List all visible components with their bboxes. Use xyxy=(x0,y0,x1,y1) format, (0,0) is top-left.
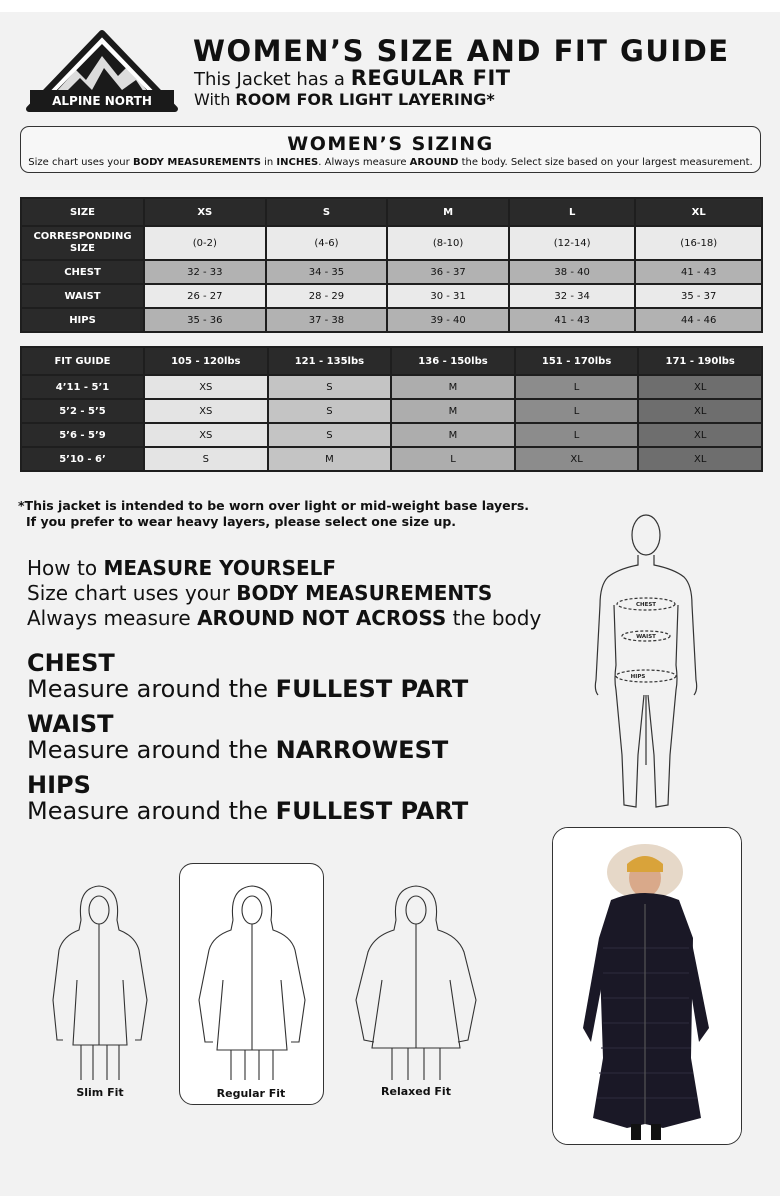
note-bold: INCHES xyxy=(276,157,319,168)
table-cell: L xyxy=(516,376,638,398)
part-desc-bold: FULLEST PART xyxy=(275,797,469,825)
part-desc xyxy=(27,676,468,702)
table-cell: (0-2) xyxy=(145,227,265,259)
note-part: . Always measure xyxy=(318,157,407,168)
slim-fit-label: Slim Fit xyxy=(76,1086,124,1099)
layering-note xyxy=(18,498,529,530)
table-row xyxy=(22,227,761,259)
table-cell: XL xyxy=(516,448,638,470)
part-desc-bold: FULLEST PART xyxy=(275,675,469,703)
part-name: HIPS xyxy=(27,771,91,799)
table-cell: (12-14) xyxy=(510,227,635,259)
measure-text: the body xyxy=(452,606,542,630)
header-cell: S xyxy=(267,199,387,225)
part-desc xyxy=(27,737,448,763)
table-cell: XS xyxy=(145,376,267,398)
header-cell: XS xyxy=(145,199,265,225)
table-cell: S xyxy=(269,400,391,422)
table-cell: 32 - 33 xyxy=(145,261,265,283)
table-cell: S xyxy=(269,424,391,446)
size-chart-table xyxy=(20,197,763,333)
header-cell: 151 - 170lbs xyxy=(516,348,638,374)
table-cell: M xyxy=(392,376,514,398)
row-label: CHEST xyxy=(22,261,143,283)
fit-subtitle xyxy=(194,66,511,90)
page-title: WOMEN’S SIZE AND FIT GUIDE xyxy=(193,34,730,68)
part-desc xyxy=(27,798,468,824)
header-cell: XL xyxy=(636,199,761,225)
table-row xyxy=(22,261,761,283)
table-cell: S xyxy=(145,448,267,470)
regular-fit-label: Regular Fit xyxy=(216,1087,286,1100)
layering-text: ROOM FOR LIGHT LAYERING* xyxy=(235,90,495,109)
header-cell: 171 - 190lbs xyxy=(639,348,761,374)
part-desc-text: Measure around the xyxy=(27,736,269,764)
table-cell: 44 - 46 xyxy=(636,309,761,331)
part-desc-bold: NARROWEST xyxy=(275,736,449,764)
table-cell: 34 - 35 xyxy=(267,261,387,283)
measure-text: How to xyxy=(27,556,98,580)
fit-guide-table xyxy=(20,346,763,472)
table-cell: M xyxy=(269,448,391,470)
table-cell: 35 - 37 xyxy=(636,285,761,307)
fit-subtitle-prefix: This Jacket has a xyxy=(194,69,345,90)
header-cell: SIZE xyxy=(22,199,143,225)
logo-text: ALPINE NORTH xyxy=(52,94,152,108)
row-label: WAIST xyxy=(22,285,143,307)
table-cell: 39 - 40 xyxy=(388,309,508,331)
table-cell: 30 - 31 xyxy=(388,285,508,307)
chest-instruction xyxy=(27,650,468,702)
row-label: 5’6 - 5’9 xyxy=(22,424,143,446)
table-cell: 35 - 36 xyxy=(145,309,265,331)
part-name: WAIST xyxy=(27,710,114,738)
measure-bold: AROUND NOT ACROSS xyxy=(197,606,447,630)
table-cell: M xyxy=(392,424,514,446)
part-name: CHEST xyxy=(27,649,115,677)
table-cell: M xyxy=(392,400,514,422)
layering-note-line: *This jacket is intended to be worn over light or mid-weight base layers. xyxy=(18,498,530,513)
hips-instruction xyxy=(27,772,468,824)
part-desc-text: Measure around the xyxy=(27,675,269,703)
table-cell: 37 - 38 xyxy=(267,309,387,331)
table-cell: XS xyxy=(145,400,267,422)
sizing-title: WOMEN’S SIZING xyxy=(287,133,494,155)
table-cell: (8-10) xyxy=(388,227,508,259)
alpine-north-logo xyxy=(26,30,178,112)
measure-bold: BODY MEASUREMENTS xyxy=(236,581,493,605)
note-bold: AROUND xyxy=(409,157,459,168)
table-row xyxy=(22,448,761,470)
product-photo xyxy=(553,828,742,1145)
measure-line xyxy=(27,606,541,631)
row-label: 5’10 - 6’ xyxy=(22,448,143,470)
table-cell: S xyxy=(269,376,391,398)
table-cell: 41 - 43 xyxy=(510,309,635,331)
slim-fit-sketch xyxy=(47,880,152,1080)
table-cell: 38 - 40 xyxy=(510,261,635,283)
waist-instruction xyxy=(27,711,448,763)
regular-fit-sketch xyxy=(195,880,310,1080)
table-cell: (4-6) xyxy=(267,227,387,259)
table-row xyxy=(22,424,761,446)
table-cell: 28 - 29 xyxy=(267,285,387,307)
relaxed-fit-label: Relaxed Fit xyxy=(381,1085,451,1098)
header-cell: M xyxy=(388,199,508,225)
header-cell: L xyxy=(510,199,635,225)
part-desc-text: Measure around the xyxy=(27,797,269,825)
measure-text: Size chart uses your xyxy=(27,581,230,605)
womens-sizing-box xyxy=(20,126,761,173)
measure-text: Always measure xyxy=(27,606,191,630)
fit-header-row xyxy=(22,348,761,374)
header-cell: FIT GUIDE xyxy=(22,348,143,374)
sizing-note xyxy=(21,157,760,168)
measure-instructions xyxy=(27,556,541,631)
table-cell: XL xyxy=(639,400,761,422)
size-header-row xyxy=(22,199,761,225)
table-cell: L xyxy=(392,448,514,470)
table-cell: 26 - 27 xyxy=(145,285,265,307)
table-row xyxy=(22,400,761,422)
body-hips-label: HIPS xyxy=(630,674,646,680)
table-cell: 41 - 43 xyxy=(636,261,761,283)
measure-line xyxy=(27,581,541,606)
layering-subtitle xyxy=(194,90,495,109)
table-cell: 32 - 34 xyxy=(510,285,635,307)
layering-note-line: If you prefer to wear heavy layers, please select one size up. xyxy=(26,514,457,529)
product-photo-frame xyxy=(552,827,742,1145)
header-cell: 121 - 135lbs xyxy=(269,348,391,374)
header-cell: 105 - 120lbs xyxy=(145,348,267,374)
table-cell: XL xyxy=(639,424,761,446)
table-row xyxy=(22,309,761,331)
note-part: the body. Select size based on your largest measurement. xyxy=(461,157,753,168)
row-label: CORRESPONDING SIZE xyxy=(22,227,143,259)
row-label: 4’11 - 5’1 xyxy=(22,376,143,398)
note-bold: BODY MEASUREMENTS xyxy=(132,157,261,168)
table-cell: XL xyxy=(639,448,761,470)
table-cell: XS xyxy=(145,424,267,446)
layering-prefix: With xyxy=(194,90,231,109)
relaxed-fit-sketch xyxy=(352,880,480,1080)
row-label: HIPS xyxy=(22,309,143,331)
table-row xyxy=(22,376,761,398)
note-part: Size chart uses your xyxy=(28,157,130,168)
table-cell: L xyxy=(516,400,638,422)
measure-bold: MEASURE YOURSELF xyxy=(103,556,337,580)
body-measurement-figure xyxy=(588,505,704,815)
table-cell: 36 - 37 xyxy=(388,261,508,283)
table-cell: XL xyxy=(639,376,761,398)
table-cell: L xyxy=(516,424,638,446)
header-cell: 136 - 150lbs xyxy=(392,348,514,374)
body-chest-label: CHEST xyxy=(635,602,657,608)
note-part: in xyxy=(264,157,274,168)
table-cell: (16-18) xyxy=(636,227,761,259)
body-waist-label: WAIST xyxy=(636,634,656,640)
table-row xyxy=(22,285,761,307)
fit-type: REGULAR FIT xyxy=(350,66,511,90)
measure-line xyxy=(27,556,541,581)
row-label: 5’2 - 5’5 xyxy=(22,400,143,422)
